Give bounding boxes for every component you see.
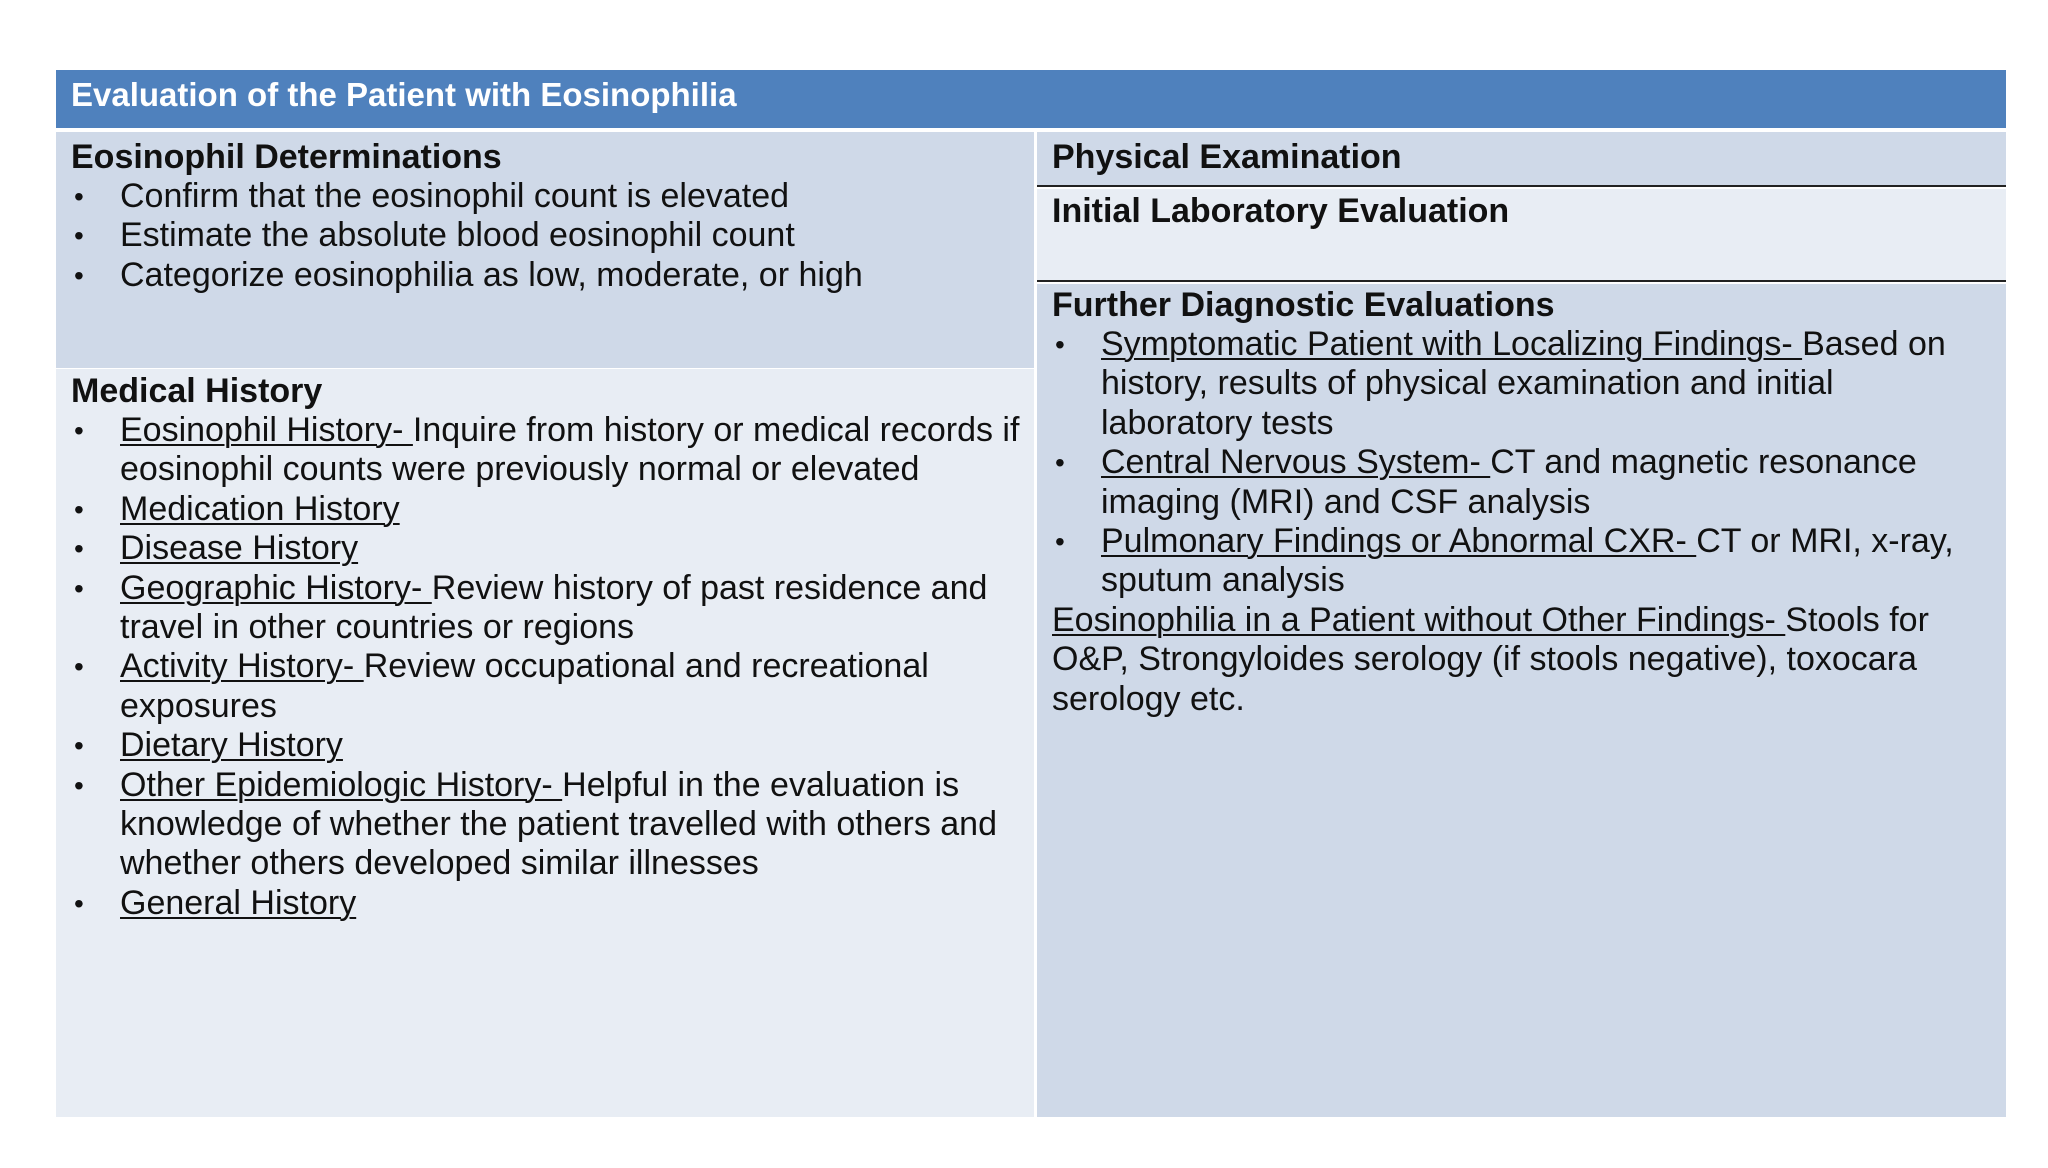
table-title: Evaluation of the Patient with Eosinophilia (56, 70, 2006, 128)
list-item (56, 256, 1034, 295)
list-item-label: General History (120, 883, 357, 922)
bullet-icon: • (1055, 447, 1065, 479)
further-diagnostic-heading: Further Diagnostic Evaluations (1052, 286, 1555, 324)
list-item (56, 766, 1034, 884)
physical-examination-heading: Physical Examination (1052, 138, 1402, 176)
list-item (1037, 522, 2006, 601)
bullet-icon: • (74, 415, 84, 446)
bullet-icon: • (1055, 329, 1065, 360)
eosinophil-determinations-cell (56, 132, 1034, 368)
medical-history-heading: Medical History (71, 372, 323, 410)
medical-history-list (56, 411, 1034, 923)
bullet-icon: • (74, 572, 84, 604)
bullet-icon: • (74, 493, 84, 525)
list-item-text: Confirm that the eosinophil count is elevated (120, 177, 790, 215)
list-item-label: Medication History (120, 489, 400, 528)
list-item-label: Dietary History (120, 726, 343, 765)
bullet-icon: • (74, 769, 84, 801)
list-item (56, 529, 1034, 568)
list-item-label: Geographic History- (120, 568, 432, 607)
eosinophil-determinations-list (56, 177, 1034, 295)
medical-history-cell (56, 369, 1034, 1117)
list-item-text: Estimate the absolute blood eosinophil count (120, 216, 795, 255)
list-item-label: Activity History- (120, 647, 364, 686)
list-item (56, 411, 1034, 490)
list-item (56, 726, 1034, 765)
list-item (56, 569, 1034, 648)
list-item-text: Review history of past residence and travel in other countries or regions (120, 568, 988, 647)
further-diagnostic-cell (1037, 284, 2006, 1117)
further-diagnostic-list (1037, 325, 2006, 601)
list-item (56, 647, 1034, 726)
list-item-label: Eosinophil History- (120, 411, 413, 449)
bullet-icon: • (74, 533, 84, 565)
bullet-icon: • (1055, 526, 1065, 558)
list-item-text: Based on history, results of physical examination and initial laboratory tests (1101, 325, 1946, 442)
paragraph-text: Stools for O&P, Strongyloides serology (if stools negative), toxocara serology etc. (1052, 600, 1929, 718)
list-item (56, 216, 1034, 255)
initial-laboratory-cell (1037, 189, 2006, 282)
bullet-icon: • (74, 730, 84, 762)
list-item (1037, 443, 2006, 522)
initial-laboratory-heading: Initial Laboratory Evaluation (1052, 192, 1510, 230)
list-item-label: Central Nervous System- (1101, 443, 1491, 482)
list-item-text: Categorize eosinophilia as low, moderate, or high (120, 255, 863, 294)
list-item-text: Helpful in the evaluation is knowledge of whether the patient travelled with others and whether others developed similar illnesses (120, 765, 997, 883)
list-item-label: Pulmonary Findings or Abnormal CXR- (1101, 522, 1697, 561)
bullet-icon: • (74, 651, 84, 683)
list-item-label: Symptomatic Patient with Localizing Findings- (1101, 325, 1803, 363)
bullet-icon: • (74, 259, 84, 291)
list-item (56, 490, 1034, 529)
paragraph-label: Eosinophilia in a Patient without Other Findings- (1052, 600, 1786, 639)
bullet-icon: • (74, 887, 84, 919)
list-item (56, 884, 1034, 923)
list-item (1037, 325, 2006, 443)
bullet-icon: • (74, 181, 84, 212)
list-item (56, 177, 1034, 216)
list-item-text: Inquire from history or medical records if eosinophil counts were previously normal or elevated (120, 411, 1020, 489)
bullet-icon: • (74, 220, 84, 252)
physical-examination-cell (1037, 132, 2006, 187)
list-item-label: Other Epidemiologic History- (120, 765, 563, 804)
eosinophil-determinations-heading: Eosinophil Determinations (71, 138, 502, 176)
list-item-text: Review occupational and recreational exposures (120, 647, 929, 725)
eosinophilia-without-findings-paragraph (1037, 601, 2006, 719)
list-item-label: Disease History (120, 529, 359, 568)
list-item-text: CT and magnetic resonance imaging (MRI) and CSF analysis (1101, 443, 1917, 521)
list-item-text: CT or MRI, x-ray, sputum analysis (1101, 522, 1954, 600)
